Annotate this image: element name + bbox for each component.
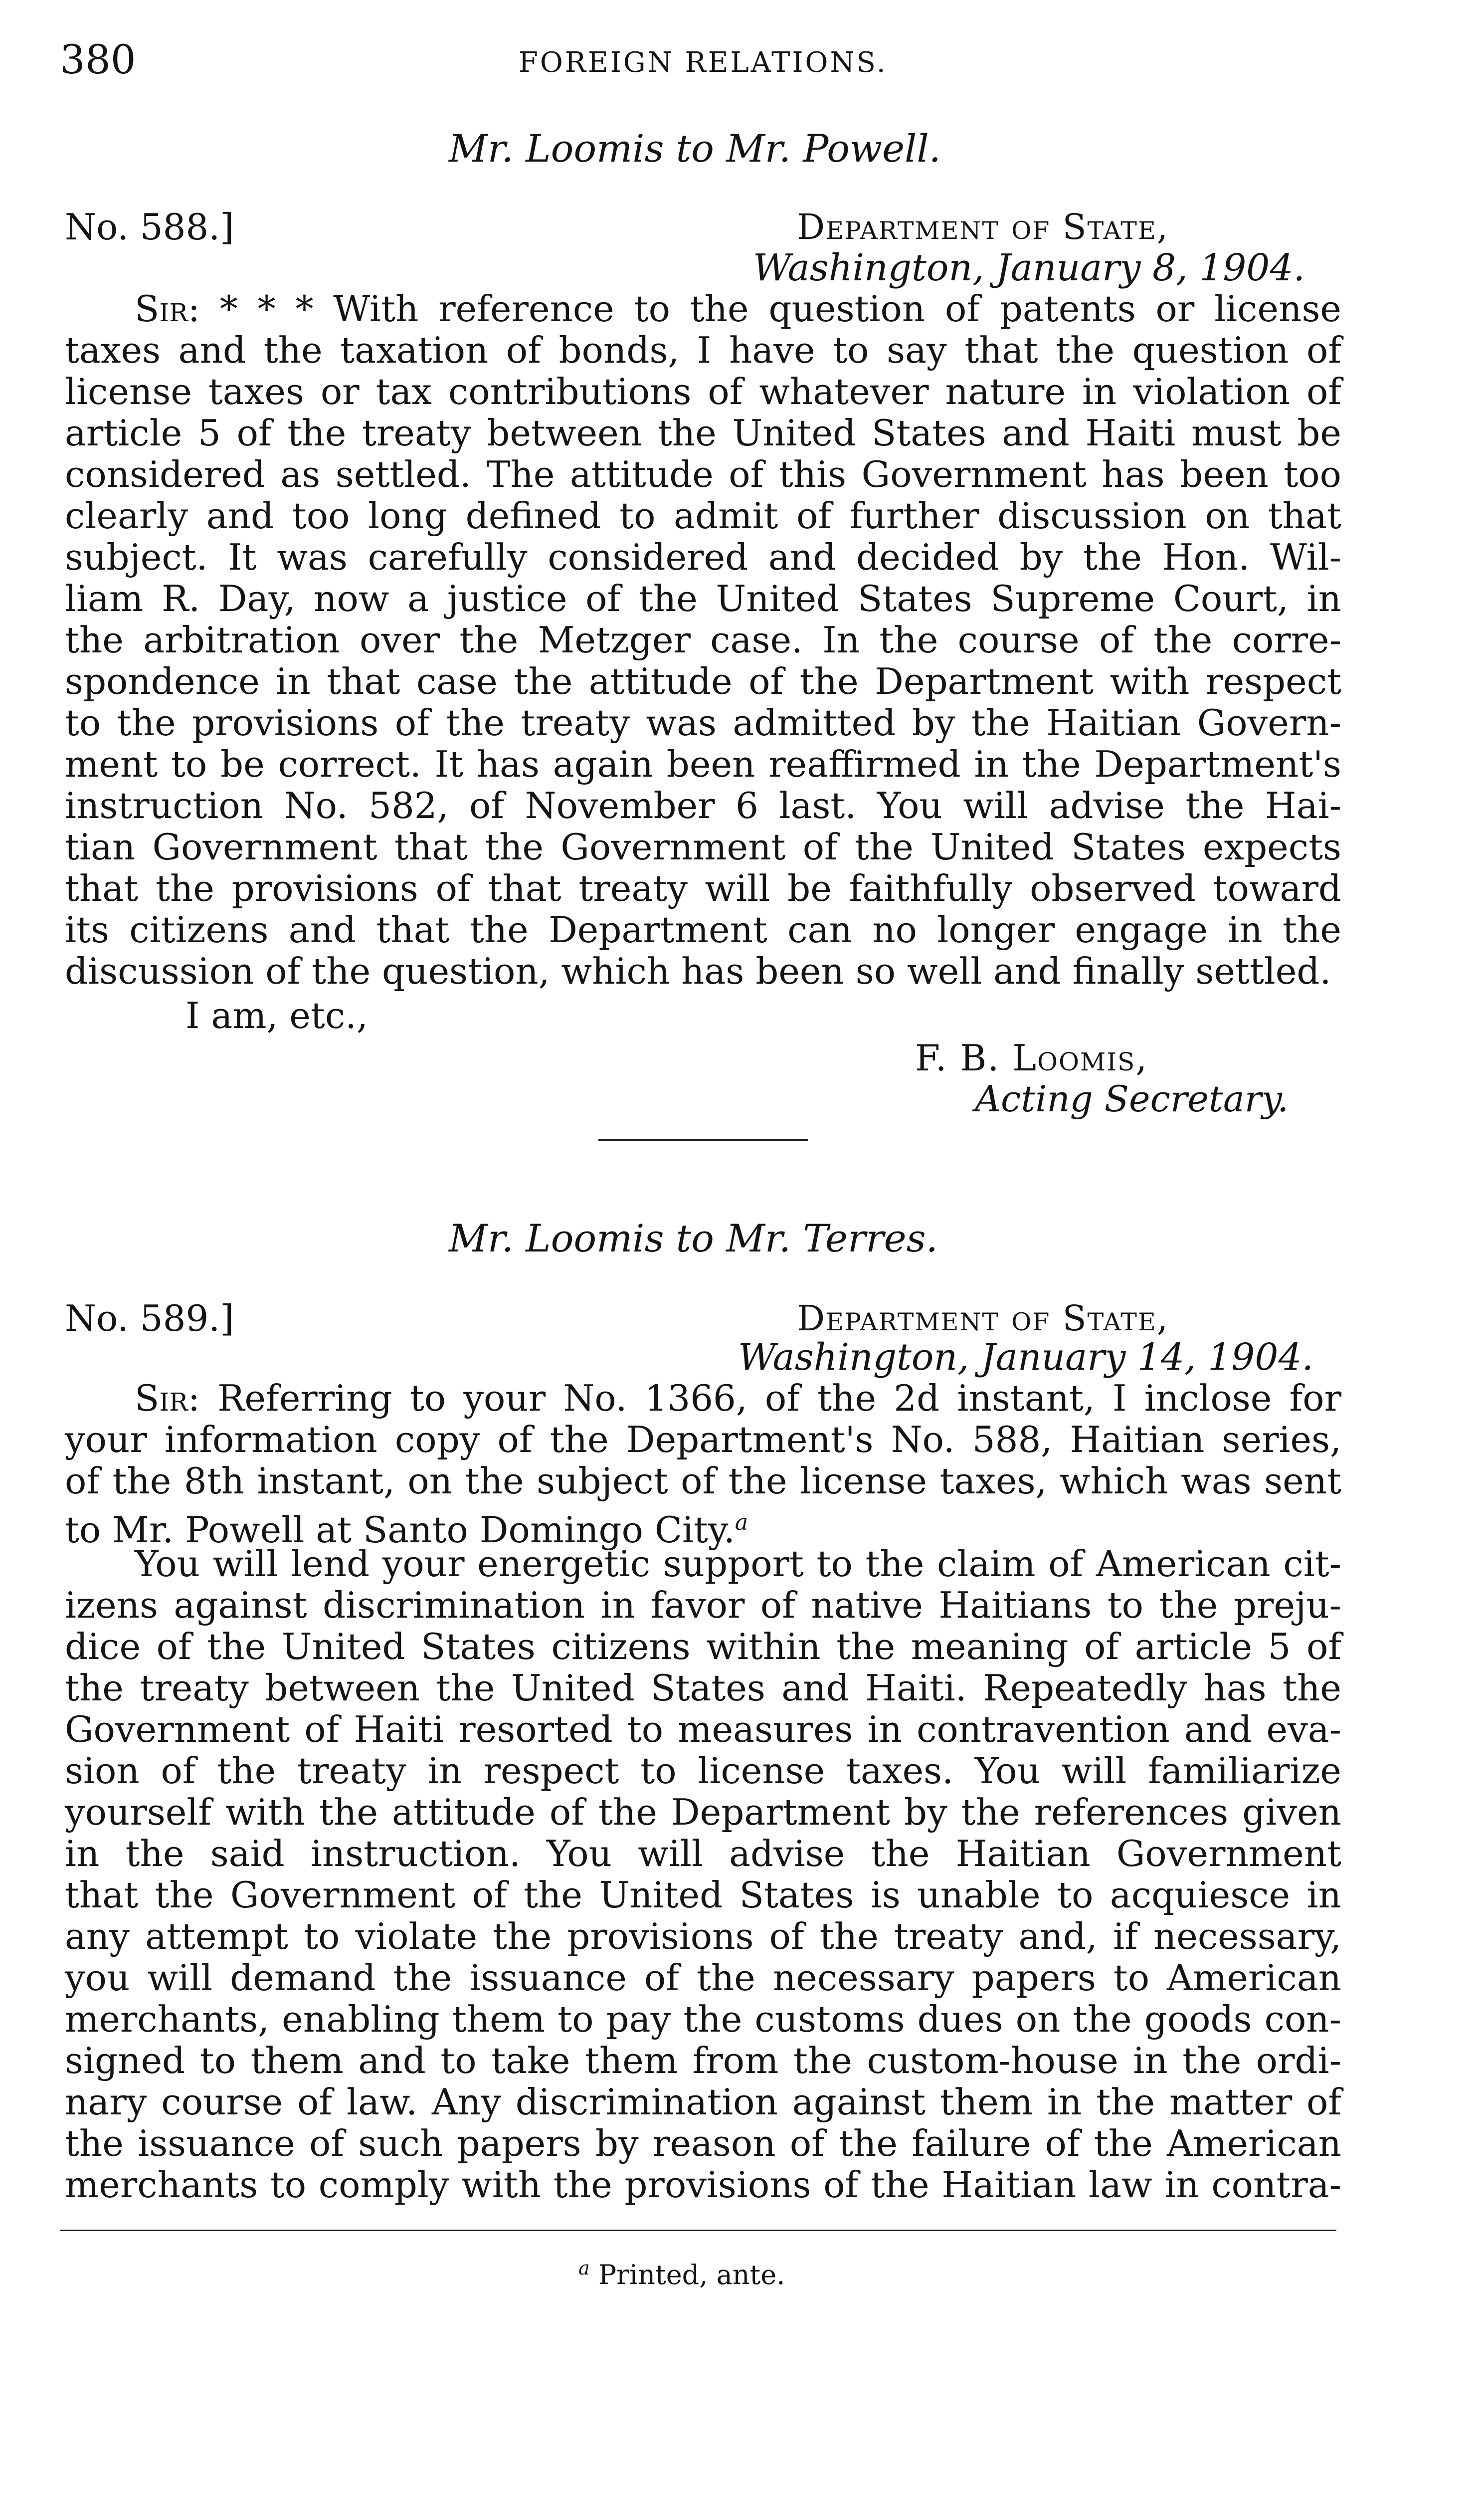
letter2-line: Sir: Referring to your No. 1366, of the 2d instant, I inclose for [135,1377,1342,1419]
letter1-line: instruction No. 582, of November 6 last. You will advise the Hai- [65,785,1341,827]
letter1-line: article 5 of the treaty between the United States and Haiti must be [65,412,1341,454]
letter2-line: nary course of law. Any discrimination against them in the matter of [65,2081,1341,2123]
letter2-line: merchants, enabling them to pay the customs dues on the goods con- [65,1998,1341,2040]
footnote-text: Printed, ante. [598,2259,785,2290]
letter1-signer-title: Acting Secretary. [975,1078,1289,1120]
letter2-line: you will demand the issuance of the necessary papers to American [65,1957,1341,1999]
letter2-salutation: Sir: [135,1377,200,1419]
letter1-line: that the provisions of that treaty will be faithfully observed toward [65,867,1341,909]
letter1-dateline: Washington, January 8, 1904. [753,246,1305,289]
letter2-line: Government of Haiti resorted to measures in contravention and eva- [65,1708,1341,1750]
letter2-line: any attempt to violate the provisions of the treaty and, if necessary, [65,1915,1341,1957]
letter2-department: Department of State, [797,1298,1169,1339]
letter2-line: signed to them and to take them from the custom-house in the ordi- [65,2040,1341,2081]
letter2-heading: Mr. Loomis to Mr. Terres. [449,1216,938,1260]
letter2-line: yourself with the attitude of the Department by the references given [65,1791,1341,1833]
letter2-body [65,1378,1341,2206]
letter1-body [65,288,1341,992]
letter1-line: subject. It was carefully considered and decided by the Hon. Wil- [65,536,1341,578]
letter1-line: its citizens and that the Department can no longer engage in the [65,909,1341,951]
letter1-heading: Mr. Loomis to Mr. Powell. [449,126,941,171]
letter2-line: in the said instruction. You will advise the Haitian Government [65,1833,1341,1874]
letter1-number: No. 588.] [65,206,234,248]
letter2-line: to Mr. Powell at Santo Domingo City.$^a$ [65,1509,748,1551]
letter1-line: to the provisions of the treaty was admitted by the Haitian Govern- [65,702,1341,744]
footnote [578,2251,785,2292]
letter2-line: You will lend your energetic support to the claim of American cit- [135,1543,1341,1585]
letter2-line: the issuance of such papers by reason of the failure of the American [65,2122,1341,2164]
letter2-dateline: Washington, January 14, 1904. [738,1336,1314,1379]
letter1-line: discussion of the question, which has been so well and finally settled. [65,950,1331,992]
letter2-line: the treaty between the United States and Haiti. Repeatedly has the [65,1667,1341,1709]
letter1-line: taxes and the taxation of bonds, I have to say that the question of [65,329,1341,371]
running-title: FOREIGN RELATIONS. [519,46,888,79]
letter1-salutation: Sir: [135,288,200,330]
letter1-department: Department of State, [797,207,1169,247]
letter1-line: ment to be correct. It has again been reaffirmed in the Department's [65,743,1341,785]
letter2-line: sion of the treaty in respect to license taxes. You will familiarize [65,1750,1341,1792]
letter1-line: considered as settled. The attitude of this Government has been too [65,453,1341,495]
letter1-line: tian Government that the Government of the United States expects [65,826,1341,868]
footnote-reference: a [735,1510,748,1535]
letter2-line: of the 8th instant, on the subject of the license taxes, which was sent [65,1460,1341,1502]
section-divider [598,1139,808,1141]
letter2-line: merchants to comply with the provisions of the Haitian law in contra- [65,2164,1341,2206]
letter1-line: liam R. Day, now a justice of the United States Supreme Court, in [65,578,1341,620]
letter2-line: your information copy of the Department's No. 588, Haitian series, [65,1419,1341,1460]
page-number: 380 [60,36,136,83]
letter1-line: spondence in that case the attitude of the Department with respect [65,660,1341,702]
letter1-line: license taxes or tax contributions of whatever nature in violation of [65,371,1341,413]
letter2-line: that the Government of the United States is unable to acquiesce in [65,1874,1341,1916]
footnote-marker: a [578,2257,590,2279]
footnote-rule [60,2230,1336,2231]
letter1-line: clearly and too long defined to admit of further discussion on that [65,495,1341,537]
letter1-line: Sir: * * * With reference to the question of patents or license [135,288,1341,330]
letter1-signer: F. B. Loomis, [915,1037,1148,1079]
letter1-closing: I am, etc., [186,995,368,1037]
letter1-line: the arbitration over the Metzger case. In the course of the corre- [65,619,1341,661]
letter2-line: dice of the United States citizens within the meaning of article 5 of [65,1626,1341,1667]
letter2-line: izens against discrimination in favor of native Haitians to the preju- [65,1584,1341,1626]
letter2-number: No. 589.] [65,1297,234,1339]
